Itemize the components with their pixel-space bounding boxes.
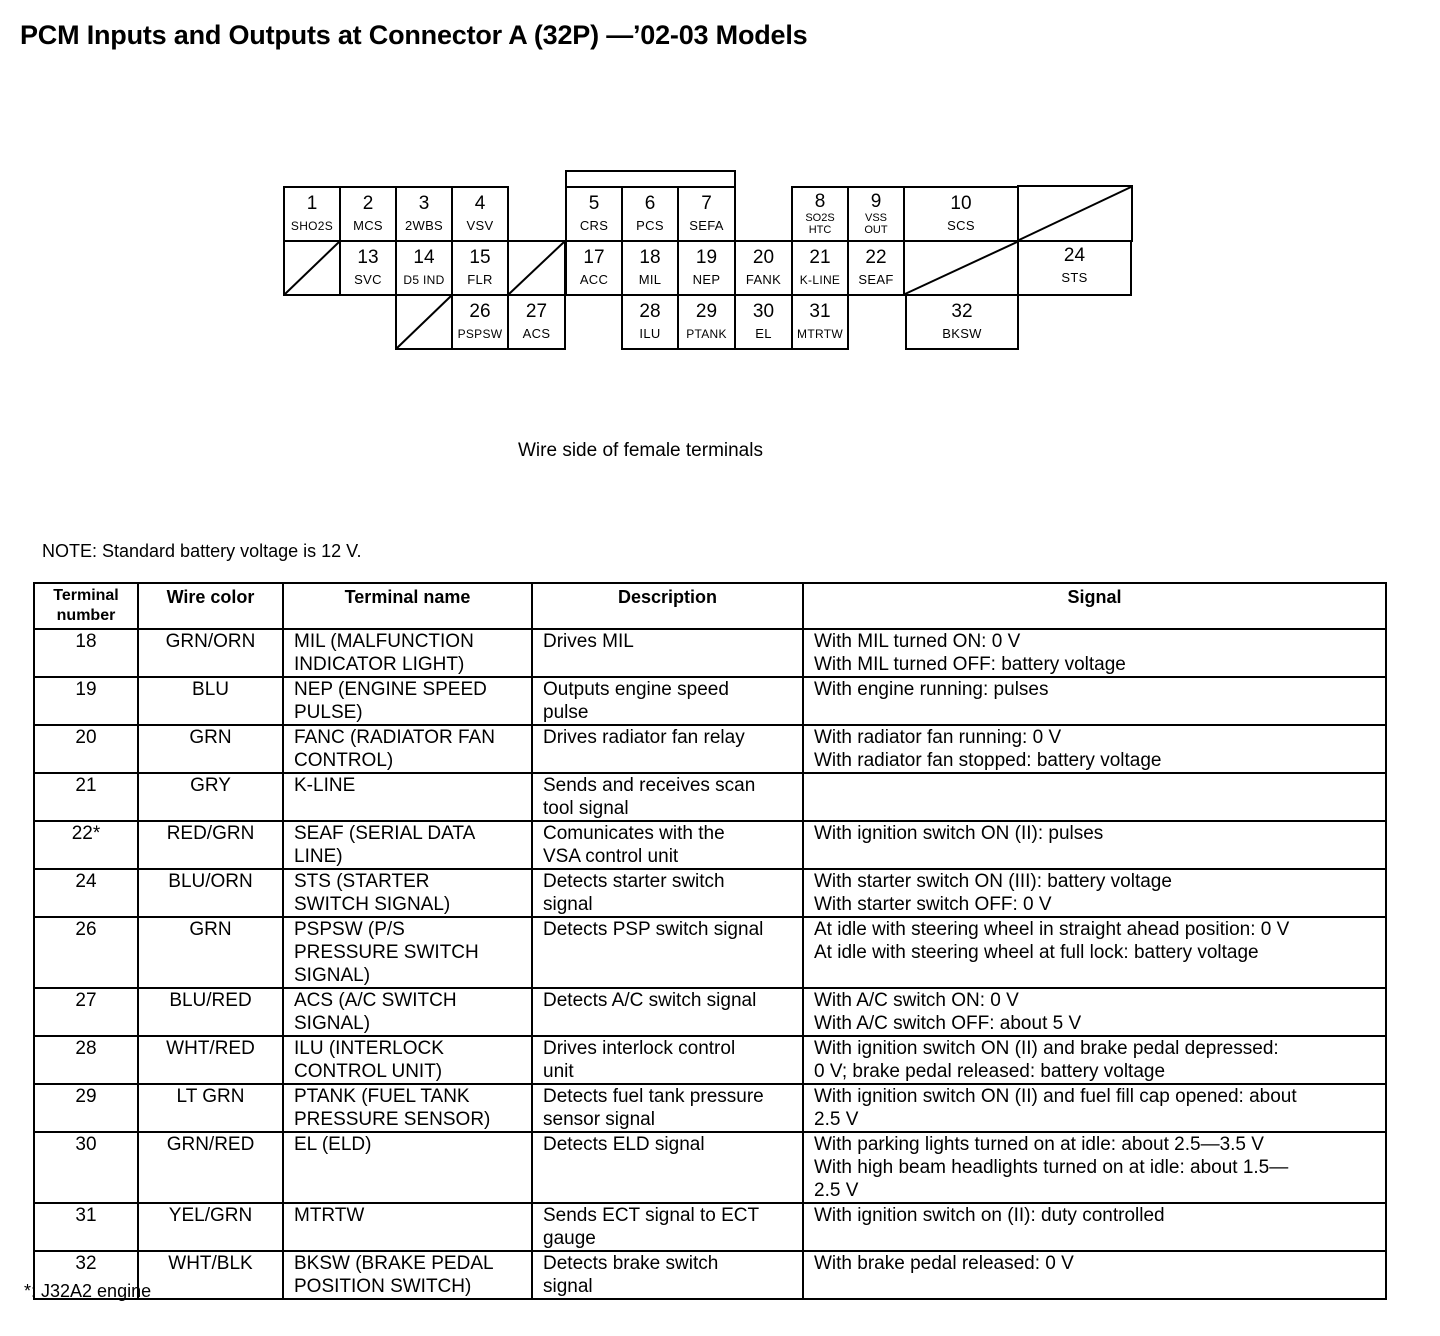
signal-cell: At idle with steering wheel in straight ahead position: 0 V At idle with steering wheel at full lock: battery voltage bbox=[803, 917, 1386, 988]
table-row bbox=[34, 1036, 1386, 1084]
wire-color-cell: LT GRN bbox=[138, 1084, 283, 1132]
terminal-27: 27 ACS bbox=[507, 294, 566, 350]
terminal-29: 29 PTANK bbox=[677, 294, 736, 350]
wire-color-cell: YEL/GRN bbox=[138, 1203, 283, 1251]
table-row bbox=[34, 1251, 1386, 1299]
terminal-number-cell: 20 bbox=[34, 725, 138, 773]
terminal-30: 30 EL bbox=[734, 294, 793, 350]
table-row bbox=[34, 725, 1386, 773]
description-cell: Sends and receives scan tool signal bbox=[532, 773, 803, 821]
terminal-number-cell: 31 bbox=[34, 1203, 138, 1251]
terminal-7: 7 SEFA bbox=[677, 186, 736, 242]
blank-cavities bbox=[0, 0, 1440, 360]
description-cell: Detects starter switch signal bbox=[532, 869, 803, 917]
signal-cell bbox=[803, 773, 1386, 821]
terminal-name-cell: STS (STARTER SWITCH SIGNAL) bbox=[283, 869, 532, 917]
description-cell: Detects brake switch signal bbox=[532, 1251, 803, 1299]
terminal-9: 9 VSS OUT bbox=[847, 186, 905, 242]
terminal-number-cell: 27 bbox=[34, 988, 138, 1036]
signal-cell: With brake pedal released: 0 V bbox=[803, 1251, 1386, 1299]
wire-color-cell: BLU/RED bbox=[138, 988, 283, 1036]
terminal-number-cell: 19 bbox=[34, 677, 138, 725]
terminal-28: 28 ILU bbox=[621, 294, 679, 350]
terminal-2: 2 MCS bbox=[339, 186, 397, 242]
description-cell: Outputs engine speed pulse bbox=[532, 677, 803, 725]
header-terminal-name: Terminal name bbox=[283, 583, 532, 629]
header-description: Description bbox=[532, 583, 803, 629]
description-cell: Detects fuel tank pressure sensor signal bbox=[532, 1084, 803, 1132]
terminal-18: 18 MIL bbox=[621, 240, 679, 296]
terminal-name-cell: BKSW (BRAKE PEDAL POSITION SWITCH) bbox=[283, 1251, 532, 1299]
description-cell: Detects ELD signal bbox=[532, 1132, 803, 1203]
signal-cell: With MIL turned ON: 0 V With MIL turned OFF: battery voltage bbox=[803, 629, 1386, 677]
signal-table bbox=[33, 582, 1387, 1300]
table-row bbox=[34, 629, 1386, 677]
terminal-number-cell: 30 bbox=[34, 1132, 138, 1203]
table-row bbox=[34, 677, 1386, 725]
wire-color-cell: WHT/BLK bbox=[138, 1251, 283, 1299]
terminal-name-cell: K-LINE bbox=[283, 773, 532, 821]
terminal-17: 17 ACC bbox=[565, 240, 623, 296]
signal-cell: With A/C switch ON: 0 V With A/C switch OFF: about 5 V bbox=[803, 988, 1386, 1036]
table-row bbox=[34, 1084, 1386, 1132]
table-row bbox=[34, 1132, 1386, 1203]
terminal-name-cell: FANC (RADIATOR FAN CONTROL) bbox=[283, 725, 532, 773]
wire-color-cell: BLU bbox=[138, 677, 283, 725]
voltage-note: NOTE: Standard battery voltage is 12 V. bbox=[42, 541, 362, 561]
table-header-row bbox=[34, 583, 1386, 629]
terminal-name-cell: ACS (A/C SWITCH SIGNAL) bbox=[283, 988, 532, 1036]
wire-color-cell: GRN/ORN bbox=[138, 629, 283, 677]
description-cell: Comunicates with the VSA control unit bbox=[532, 821, 803, 869]
terminal-number-cell: 18 bbox=[34, 629, 138, 677]
table-row bbox=[34, 821, 1386, 869]
description-cell: Drives interlock control unit bbox=[532, 1036, 803, 1084]
signal-cell: With radiator fan running: 0 V With radiator fan stopped: battery voltage bbox=[803, 725, 1386, 773]
table-row bbox=[34, 869, 1386, 917]
terminal-31: 31 MTRTW bbox=[791, 294, 849, 350]
terminal-6: 6 PCS bbox=[621, 186, 679, 242]
signal-cell: With ignition switch ON (II) and brake pedal depressed: 0 V; brake pedal released: battery voltage bbox=[803, 1036, 1386, 1084]
header-signal: Signal bbox=[803, 583, 1386, 629]
terminal-number-cell: 32 bbox=[34, 1251, 138, 1299]
signal-cell: With engine running: pulses bbox=[803, 677, 1386, 725]
terminal-number-cell: 28 bbox=[34, 1036, 138, 1084]
terminal-24: 24 STS bbox=[1017, 240, 1132, 296]
terminal-3: 3 2WBS bbox=[395, 186, 453, 242]
terminal-number-cell: 21 bbox=[34, 773, 138, 821]
terminal-15: 15 FLR bbox=[451, 240, 509, 296]
signal-cell: With ignition switch ON (II) and fuel fill cap opened: about 2.5 V bbox=[803, 1084, 1386, 1132]
terminal-name-cell: PSPSW (P/S PRESSURE SWITCH SIGNAL) bbox=[283, 917, 532, 988]
terminal-number-cell: 22* bbox=[34, 821, 138, 869]
header-terminal-number: Terminal number bbox=[34, 583, 138, 629]
terminal-19: 19 NEP bbox=[677, 240, 736, 296]
description-cell: Drives MIL bbox=[532, 629, 803, 677]
terminal-13: 13 SVC bbox=[339, 240, 397, 296]
wire-color-cell: GRN bbox=[138, 725, 283, 773]
terminal-name-cell: ILU (INTERLOCK CONTROL UNIT) bbox=[283, 1036, 532, 1084]
terminal-name-cell: PTANK (FUEL TANK PRESSURE SENSOR) bbox=[283, 1084, 532, 1132]
terminal-14: 14 D5 IND bbox=[395, 240, 453, 296]
table-row bbox=[34, 1203, 1386, 1251]
terminal-21: 21 K-LINE bbox=[791, 240, 849, 296]
terminal-number-cell: 29 bbox=[34, 1084, 138, 1132]
table-row bbox=[34, 917, 1386, 988]
signal-cell: With starter switch ON (III): battery voltage With starter switch OFF: 0 V bbox=[803, 869, 1386, 917]
terminal-name-cell: EL (ELD) bbox=[283, 1132, 532, 1203]
description-cell: Drives radiator fan relay bbox=[532, 725, 803, 773]
terminal-name-cell: MIL (MALFUNCTION INDICATOR LIGHT) bbox=[283, 629, 532, 677]
header-wire-color: Wire color bbox=[138, 583, 283, 629]
terminal-10: 10 SCS bbox=[903, 186, 1019, 242]
terminal-8: 8 SO2S HTC bbox=[791, 186, 849, 242]
terminal-name-cell: SEAF (SERIAL DATA LINE) bbox=[283, 821, 532, 869]
terminal-22: 22 SEAF bbox=[847, 240, 905, 296]
wire-color-cell: GRN bbox=[138, 917, 283, 988]
description-cell: Sends ECT signal to ECT gauge bbox=[532, 1203, 803, 1251]
signal-cell: With parking lights turned on at idle: about 2.5—3.5 V With high beam headlights turned on at idle: about 1.5— 2.5 V bbox=[803, 1132, 1386, 1203]
terminal-26: 26 PSPSW bbox=[451, 294, 509, 350]
terminal-name-cell: NEP (ENGINE SPEED PULSE) bbox=[283, 677, 532, 725]
terminal-name-cell: MTRTW bbox=[283, 1203, 532, 1251]
terminal-number-cell: 24 bbox=[34, 869, 138, 917]
terminal-5: 5 CRS bbox=[565, 186, 623, 242]
terminal-1: 1 SHO2S bbox=[283, 186, 341, 242]
wire-color-cell: BLU/ORN bbox=[138, 869, 283, 917]
description-cell: Detects PSP switch signal bbox=[532, 917, 803, 988]
terminal-4: 4 VSV bbox=[451, 186, 509, 242]
terminal-number-cell: 26 bbox=[34, 917, 138, 988]
description-cell: Detects A/C switch signal bbox=[532, 988, 803, 1036]
wire-color-cell: RED/GRN bbox=[138, 821, 283, 869]
table-row bbox=[34, 988, 1386, 1036]
page-title: PCM Inputs and Outputs at Connector A (32P) —’02-03 Models bbox=[20, 20, 808, 50]
wire-color-cell: GRN/RED bbox=[138, 1132, 283, 1203]
terminal-32: 32 BKSW bbox=[905, 294, 1019, 350]
signal-cell: With ignition switch on (II): duty controlled bbox=[803, 1203, 1386, 1251]
connector-caption: Wire side of female terminals bbox=[518, 440, 763, 461]
wire-color-cell: WHT/RED bbox=[138, 1036, 283, 1084]
footnote: *: J32A2 engine bbox=[24, 1281, 152, 1301]
wire-color-cell: GRY bbox=[138, 773, 283, 821]
terminal-20: 20 FANK bbox=[734, 240, 793, 296]
signal-cell: With ignition switch ON (II): pulses bbox=[803, 821, 1386, 869]
table-row bbox=[34, 773, 1386, 821]
